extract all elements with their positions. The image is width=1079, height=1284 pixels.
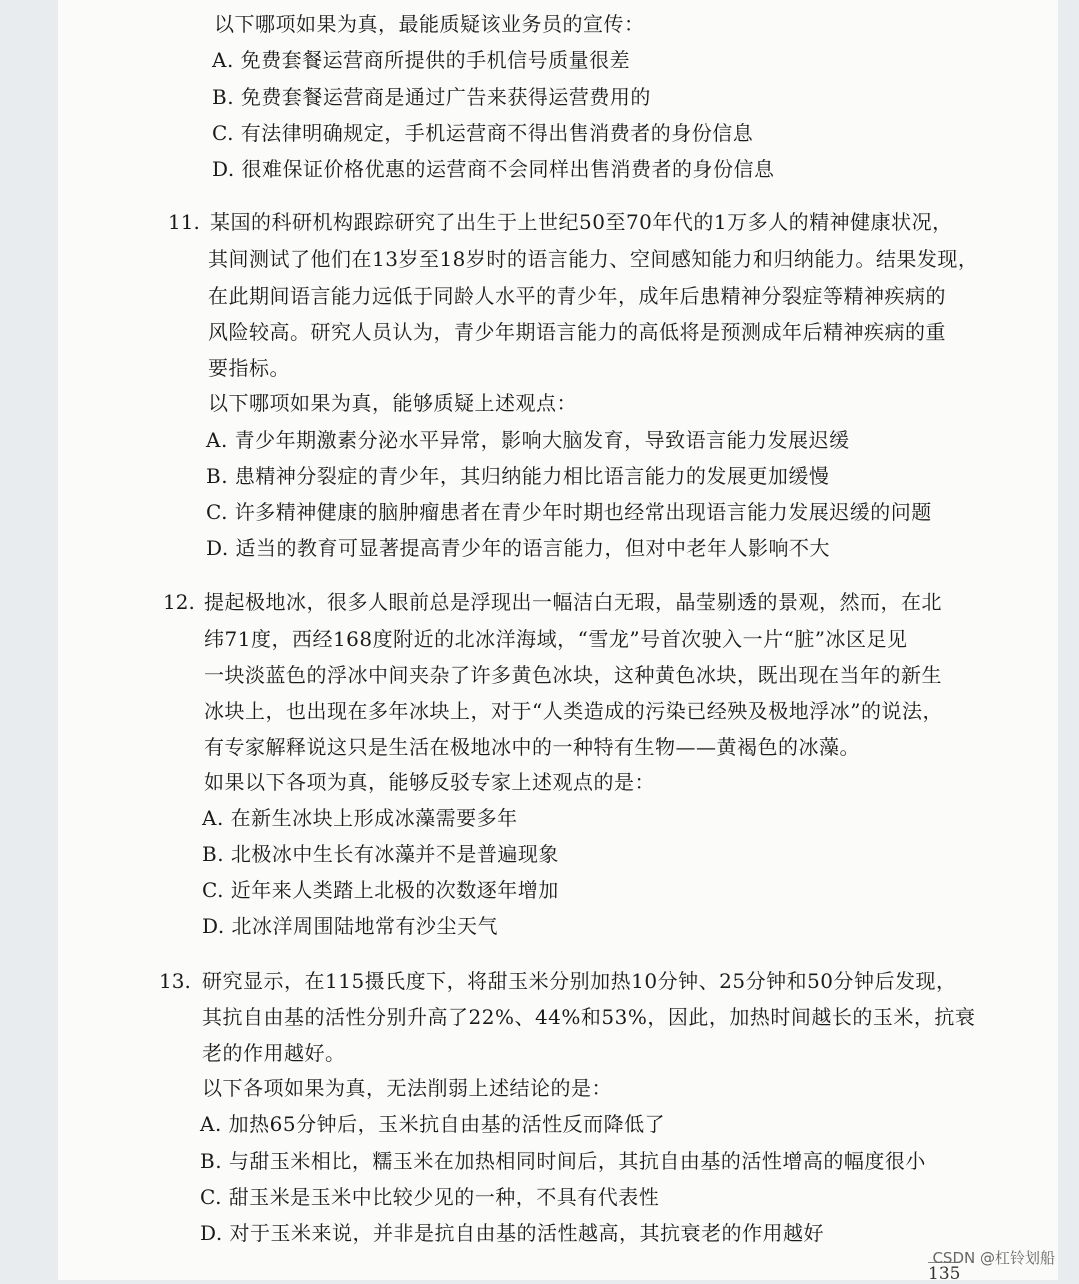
q13-stem-line: 研究显示，在115摄氏度下，将甜玉米分别加热10分钟、25分钟和50分钟后发现， — [202, 969, 957, 993]
q12-option-a: A. 在新生冰块上形成冰藻需要多年 — [202, 806, 518, 830]
q13-option-b: B. 与甜玉米相比，糯玉米在加热相同时间后，其抗自由基的活性增高的幅度很小 — [200, 1149, 926, 1173]
q11-stem-line: 要指标。 — [208, 356, 290, 380]
q12-stem-line: 提起极地冰，很多人眼前总是浮现出一幅洁白无瑕，晶莹剔透的景观，然而，在北 — [204, 590, 942, 614]
q12-stem-line: 冰块上，也出现在多年冰块上，对于“人类造成的污染已经殃及极地浮冰”的说法， — [204, 699, 943, 723]
q13-number: 13. — [159, 969, 191, 993]
q11-option-a: A. 青少年期激素分泌水平异常，影响大脑发育，导致语言能力发展迟缓 — [206, 428, 850, 452]
q11-stem-line: 风险较高。研究人员认为，青少年期语言能力的高低将是预测成年后精神疾病的重 — [208, 320, 946, 344]
q11-number: 11. — [168, 210, 200, 234]
q13-option-a: A. 加热65分钟后，玉米抗自由基的活性反而降低了 — [200, 1112, 666, 1136]
q11-prompt: 以下哪项如果为真，能够质疑上述观点： — [208, 391, 577, 415]
csdn-watermark: CSDN @杠铃划船 — [932, 1249, 1055, 1267]
q12-number: 12. — [163, 590, 195, 614]
scanned-page — [58, 0, 1058, 1280]
q12-stem-line: 有专家解释说这只是生活在极地冰中的一种特有生物——黄褐色的冰藻。 — [204, 735, 860, 759]
q10-option-a: A. 免费套餐运营商所提供的手机信号质量很差 — [212, 48, 631, 72]
q11-stem-line: 在此期间语言能力远低于同龄人水平的青少年，成年后患精神分裂症等精神疾病的 — [208, 284, 946, 308]
q13-option-d: D. 对于玉米来说，并非是抗自由基的活性越高，其抗衰老的作用越好 — [200, 1221, 825, 1245]
q11-option-d: D. 适当的教育可显著提高青少年的语言能力，但对中老年人影响不大 — [206, 536, 831, 560]
q10-prompt: 以下哪项如果为真，最能质疑该业务员的宣传： — [214, 12, 645, 36]
q11-stem-line: 某国的科研机构跟踪研究了出生于上世纪50至70年代的1万多人的精神健康状况， — [210, 210, 953, 234]
q12-option-b: B. 北极冰中生长有冰藻并不是普遍现象 — [202, 842, 559, 866]
page-number: 135 — [928, 1264, 961, 1284]
q12-prompt: 如果以下各项为真，能够反驳专家上述观点的是： — [204, 770, 655, 794]
q12-option-d: D. 北冰洋周围陆地常有沙尘天气 — [202, 914, 499, 938]
q12-stem-line: 纬71度，西经168度附近的北冰洋海域，“雪龙”号首次驶入一片“脏”冰区足见 — [204, 627, 908, 651]
q10-option-d: D. 很难保证价格优惠的运营商不会同样出售消费者的身份信息 — [212, 157, 775, 181]
q11-stem-line: 其间测试了他们在13岁至18岁时的语言能力、空间感知能力和归纳能力。结果发现， — [208, 247, 979, 271]
q13-stem-line: 其抗自由基的活性分别升高了22%、44%和53%，因此，加热时间越长的玉米，抗衰 — [202, 1005, 976, 1029]
q10-option-c: C. 有法律明确规定，手机运营商不得出售消费者的身份信息 — [212, 121, 754, 145]
q13-stem-line: 老的作用越好。 — [202, 1041, 346, 1065]
q13-option-c: C. 甜玉米是玉米中比较少见的一种，不具有代表性 — [200, 1185, 660, 1209]
q13-prompt: 以下各项如果为真，无法削弱上述结论的是： — [202, 1076, 612, 1100]
q10-option-b: B. 免费套餐运营商是通过广告来获得运营费用的 — [212, 85, 651, 109]
q11-option-b: B. 患精神分裂症的青少年，其归纳能力相比语言能力的发展更加缓慢 — [206, 464, 830, 488]
q11-option-c: C. 许多精神健康的脑肿瘤患者在青少年时期也经常出现语言能力发展迟缓的问题 — [206, 500, 932, 524]
q12-option-c: C. 近年来人类踏上北极的次数逐年增加 — [202, 878, 559, 902]
q12-stem-line: 一块淡蓝色的浮冰中间夹杂了许多黄色冰块，这种黄色冰块，既出现在当年的新生 — [204, 663, 942, 687]
